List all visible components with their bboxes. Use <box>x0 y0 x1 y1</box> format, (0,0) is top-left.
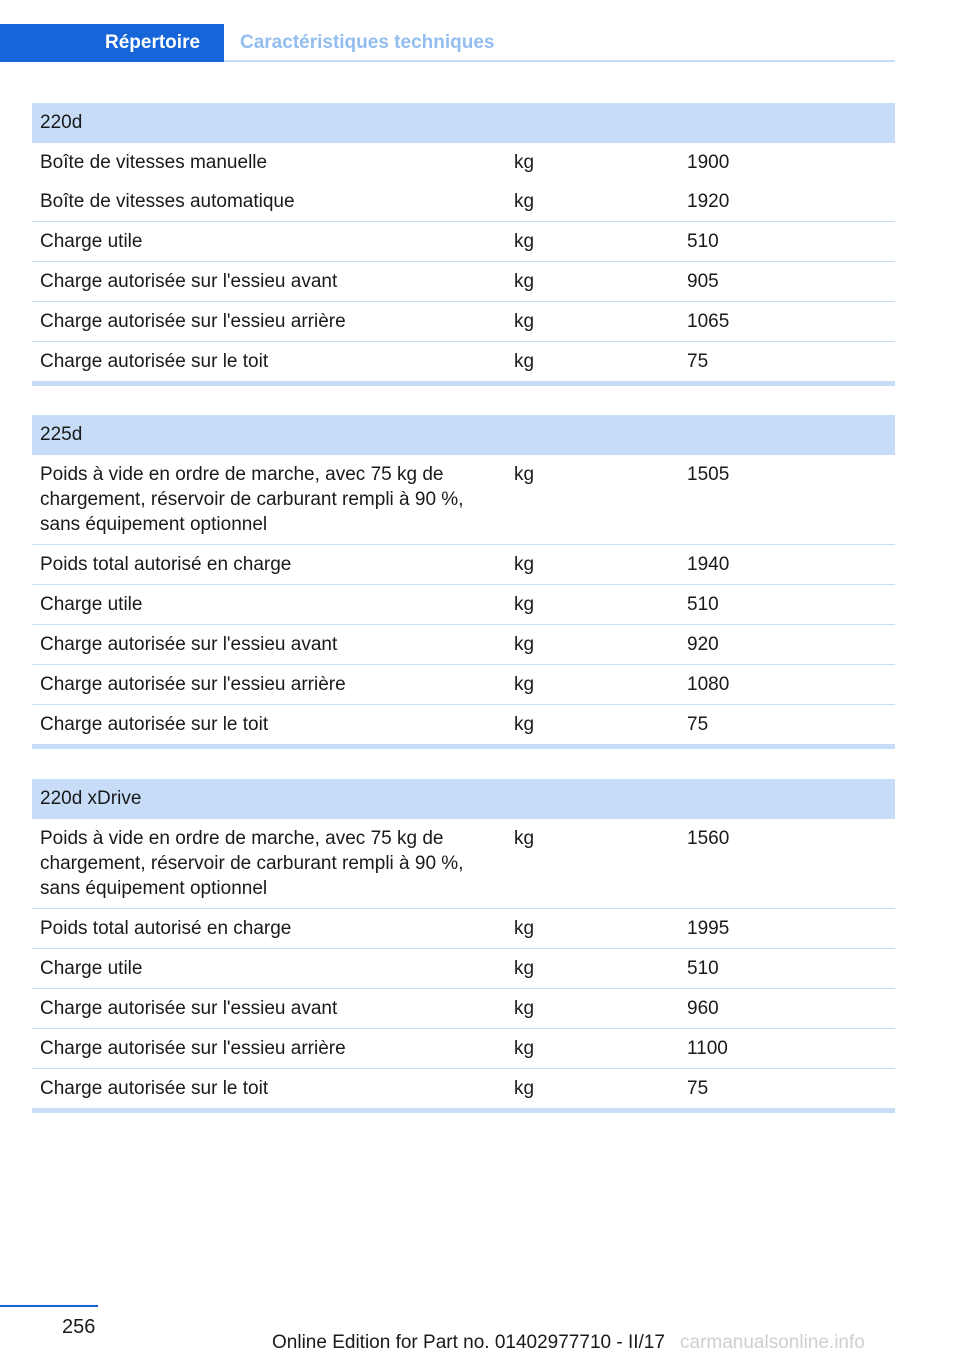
row-value: 1560 <box>687 828 730 849</box>
row-unit: kg <box>514 594 535 615</box>
row-unit: kg <box>514 351 535 372</box>
row-label: Poids à vide en ordre de marche, avec 75 kg de chargement, réservoir de carburant rempli à 90 %, sans équipement optionnel <box>40 464 464 535</box>
row-value: 510 <box>687 958 719 979</box>
row-label: Poids à vide en ordre de marche, avec 75 kg de chargement, réservoir de carburant rempli à 90 %, sans équipement optionnel <box>40 828 464 899</box>
table-row <box>32 262 895 302</box>
row-label: Charge autorisée sur l'essieu arrière <box>40 311 346 332</box>
row-unit: kg <box>514 918 535 939</box>
row-unit: kg <box>514 464 535 485</box>
row-value: 510 <box>687 594 719 615</box>
table-row <box>32 705 895 749</box>
spec-table-220d <box>32 103 895 386</box>
row-value: 920 <box>687 634 719 655</box>
table-row <box>32 1069 895 1113</box>
row-value: 1920 <box>687 191 730 212</box>
table-row <box>32 819 895 909</box>
row-label: Charge autorisée sur le toit <box>40 714 269 735</box>
footer-rule <box>0 1305 98 1307</box>
table-title: 220d <box>32 103 895 143</box>
row-unit: kg <box>514 152 535 173</box>
row-value: 1995 <box>687 918 730 939</box>
table-row <box>32 143 895 182</box>
table-row <box>32 182 895 222</box>
row-unit: kg <box>514 714 535 735</box>
row-value: 1100 <box>687 1038 728 1059</box>
row-unit: kg <box>514 311 535 332</box>
row-unit: kg <box>514 958 535 979</box>
row-label: Charge autorisée sur l'essieu avant <box>40 634 338 655</box>
row-label: Charge autorisée sur l'essieu arrière <box>40 1038 346 1059</box>
table-row <box>32 909 895 949</box>
table-row <box>32 949 895 989</box>
row-label: Charge autorisée sur l'essieu avant <box>40 271 338 292</box>
row-value: 75 <box>687 714 709 735</box>
header-tab-repertoire[interactable]: Répertoire <box>0 24 224 62</box>
row-unit: kg <box>514 1078 535 1099</box>
table-row <box>32 625 895 665</box>
page-header <box>0 24 895 62</box>
row-label: Charge utile <box>40 231 143 252</box>
row-value: 1900 <box>687 152 730 173</box>
table-row <box>32 302 895 342</box>
row-value: 75 <box>687 1078 709 1099</box>
row-value: 960 <box>687 998 719 1019</box>
row-label: Poids total autorisé en charge <box>40 918 292 939</box>
row-label: Charge autorisée sur l'essieu arrière <box>40 674 346 695</box>
row-value: 1940 <box>687 554 730 575</box>
row-value: 1505 <box>687 464 730 485</box>
row-value: 1065 <box>687 311 730 332</box>
row-unit: kg <box>514 231 535 252</box>
table-title: 220d xDrive <box>32 779 895 819</box>
row-value: 1080 <box>687 674 730 695</box>
watermark: carmanualsonline.info <box>680 1332 865 1353</box>
table-row <box>32 342 895 386</box>
table-row <box>32 665 895 705</box>
row-unit: kg <box>514 828 535 849</box>
row-unit: kg <box>514 634 535 655</box>
table-row <box>32 545 895 585</box>
row-unit: kg <box>514 271 535 292</box>
row-value: 905 <box>687 271 719 292</box>
row-value: 75 <box>687 351 709 372</box>
header-section-title[interactable]: Caractéristiques techniques <box>240 32 495 53</box>
row-label: Charge autorisée sur le toit <box>40 1078 269 1099</box>
table-row <box>32 222 895 262</box>
table-row <box>32 455 895 545</box>
table-row <box>32 989 895 1029</box>
table-row <box>32 1029 895 1069</box>
row-value: 510 <box>687 231 719 252</box>
spec-table-220d-xdrive <box>32 779 895 1113</box>
row-label: Charge utile <box>40 594 143 615</box>
header-divider <box>224 60 895 62</box>
page-number: 256 <box>62 1316 96 1338</box>
row-label: Poids total autorisé en charge <box>40 554 292 575</box>
row-label: Boîte de vitesses manuelle <box>40 152 268 173</box>
row-label: Charge autorisée sur le toit <box>40 351 269 372</box>
row-unit: kg <box>514 1038 535 1059</box>
table-row <box>32 585 895 625</box>
row-unit: kg <box>514 998 535 1019</box>
row-unit: kg <box>514 554 535 575</box>
row-label: Charge utile <box>40 958 143 979</box>
row-label: Charge autorisée sur l'essieu avant <box>40 998 338 1019</box>
spec-table-225d <box>32 415 895 749</box>
edition-note: Online Edition for Part no. 01402977710 - II/17 <box>272 1332 665 1353</box>
table-title: 225d <box>32 415 895 455</box>
row-unit: kg <box>514 191 535 212</box>
row-label: Boîte de vitesses automatique <box>40 191 295 212</box>
row-unit: kg <box>514 674 535 695</box>
